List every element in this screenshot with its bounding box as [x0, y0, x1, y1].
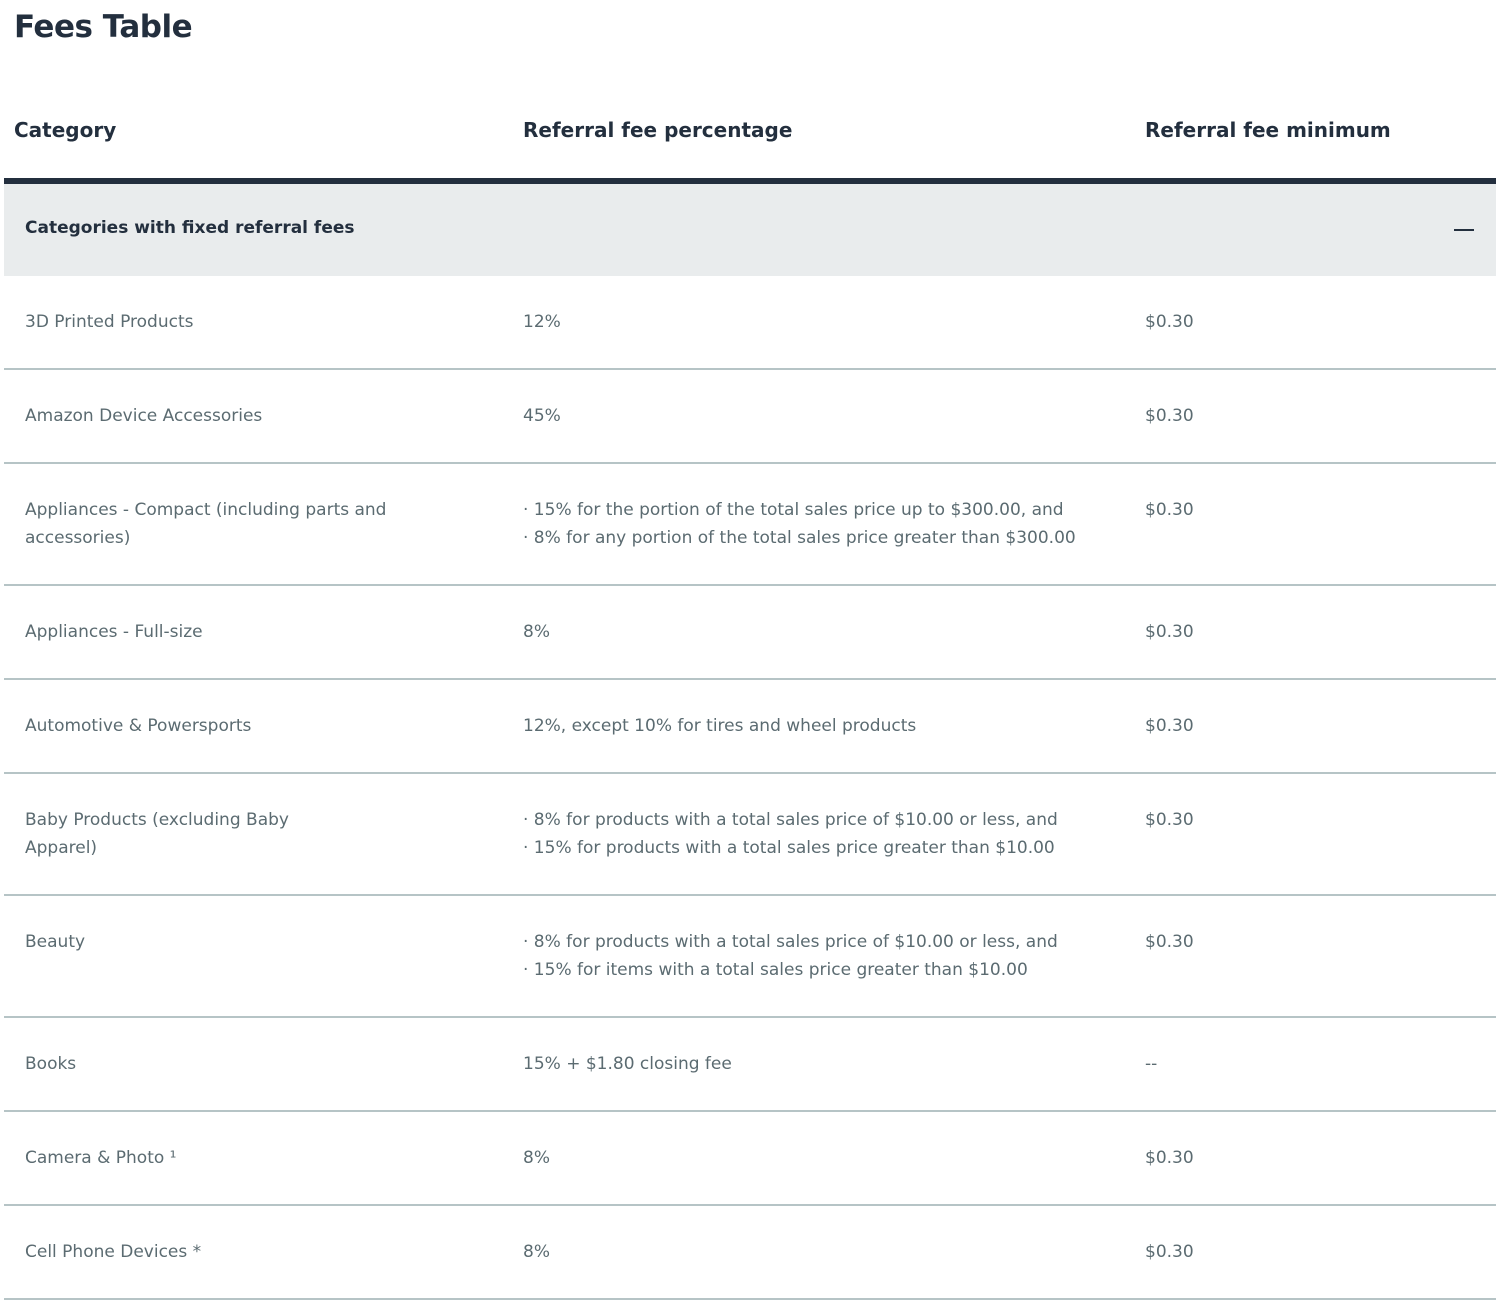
cell-referral-fee-minimum: -- — [1145, 1054, 1158, 1074]
table-body — [4, 276, 1496, 1300]
cell-category-line: Amazon Device Accessories — [25, 406, 263, 426]
cell-percentage-line: 8% — [523, 1148, 550, 1168]
header-referral-fee-minimum: Referral fee minimum — [1145, 118, 1391, 142]
cell-referral-fee-percentage — [523, 1144, 1123, 1172]
table-row — [4, 370, 1496, 464]
table-row — [4, 1206, 1496, 1300]
fees-table — [4, 86, 1496, 1300]
cell-percentage-line: 8% — [523, 622, 550, 642]
cell-category — [25, 1144, 445, 1172]
cell-referral-fee-minimum: $0.30 — [1145, 932, 1194, 952]
cell-referral-fee-minimum: $0.30 — [1145, 312, 1194, 332]
minus-icon[interactable] — [1454, 229, 1474, 231]
section-title: Categories with fixed referral fees — [25, 218, 355, 238]
table-row — [4, 464, 1496, 586]
cell-category — [25, 712, 445, 740]
cell-category-line: Beauty — [25, 932, 86, 952]
cell-category — [25, 806, 445, 862]
cell-percentage-line: 15% + $1.80 closing fee — [523, 1054, 732, 1074]
cell-category — [25, 308, 445, 336]
cell-category-line: Baby Products (excluding Baby — [25, 810, 289, 830]
cell-category — [25, 928, 445, 956]
cell-referral-fee-percentage — [523, 496, 1123, 552]
cell-percentage-line: 12%, except 10% for tires and wheel products — [523, 716, 917, 736]
cell-category-line: Appliances - Full-size — [25, 622, 203, 642]
cell-referral-fee-minimum: $0.30 — [1145, 716, 1194, 736]
page-title: Fees Table — [14, 9, 193, 45]
table-row — [4, 896, 1496, 1018]
table-row — [4, 774, 1496, 896]
cell-referral-fee-minimum: $0.30 — [1145, 1148, 1194, 1168]
table-row — [4, 680, 1496, 774]
cell-referral-fee-minimum: $0.30 — [1145, 810, 1194, 830]
cell-percentage-line: 12% — [523, 312, 561, 332]
cell-referral-fee-percentage — [523, 928, 1123, 984]
cell-category — [25, 402, 445, 430]
cell-category-line: Cell Phone Devices * — [25, 1242, 202, 1262]
cell-percentage-line: · 8% for products with a total sales price of $10.00 or less, and — [523, 810, 1058, 830]
cell-percentage-line: · 15% for the portion of the total sales price up to $300.00, and — [523, 500, 1064, 520]
cell-referral-fee-percentage — [523, 712, 1123, 740]
cell-referral-fee-minimum: $0.30 — [1145, 406, 1194, 426]
header-category: Category — [14, 118, 117, 142]
section-toggle-fixed-referral-fees[interactable] — [4, 184, 1496, 276]
cell-category — [25, 618, 445, 646]
cell-category-line: Apparel) — [25, 838, 98, 858]
cell-category — [25, 1050, 445, 1078]
cell-category-line: 3D Printed Products — [25, 312, 194, 332]
cell-percentage-line: · 8% for products with a total sales price of $10.00 or less, and — [523, 932, 1058, 952]
cell-referral-fee-percentage — [523, 1050, 1123, 1078]
header-referral-fee-percentage: Referral fee percentage — [523, 118, 793, 142]
cell-referral-fee-minimum: $0.30 — [1145, 1242, 1194, 1262]
table-row — [4, 276, 1496, 370]
cell-percentage-line: · 15% for items with a total sales price greater than $10.00 — [523, 960, 1028, 980]
cell-category — [25, 1238, 445, 1266]
cell-referral-fee-percentage — [523, 618, 1123, 646]
cell-percentage-line: 45% — [523, 406, 561, 426]
cell-category-line: Books — [25, 1054, 77, 1074]
cell-percentage-line: · 15% for products with a total sales price greater than $10.00 — [523, 838, 1055, 858]
cell-referral-fee-percentage — [523, 1238, 1123, 1266]
cell-referral-fee-percentage — [523, 402, 1123, 430]
table-header — [4, 86, 1496, 184]
cell-percentage-line: 8% — [523, 1242, 550, 1262]
cell-category-line: accessories) — [25, 528, 131, 548]
cell-category-line: Camera & Photo ¹ — [25, 1148, 177, 1168]
cell-percentage-line: · 8% for any portion of the total sales price greater than $300.00 — [523, 528, 1076, 548]
table-row — [4, 1112, 1496, 1206]
table-row — [4, 586, 1496, 680]
cell-referral-fee-minimum: $0.30 — [1145, 500, 1194, 520]
table-row — [4, 1018, 1496, 1112]
cell-category-line: Automotive & Powersports — [25, 716, 252, 736]
cell-referral-fee-percentage — [523, 308, 1123, 336]
cell-referral-fee-minimum: $0.30 — [1145, 622, 1194, 642]
cell-category — [25, 496, 445, 552]
cell-referral-fee-percentage — [523, 806, 1123, 862]
cell-category-line: Appliances - Compact (including parts and — [25, 500, 387, 520]
